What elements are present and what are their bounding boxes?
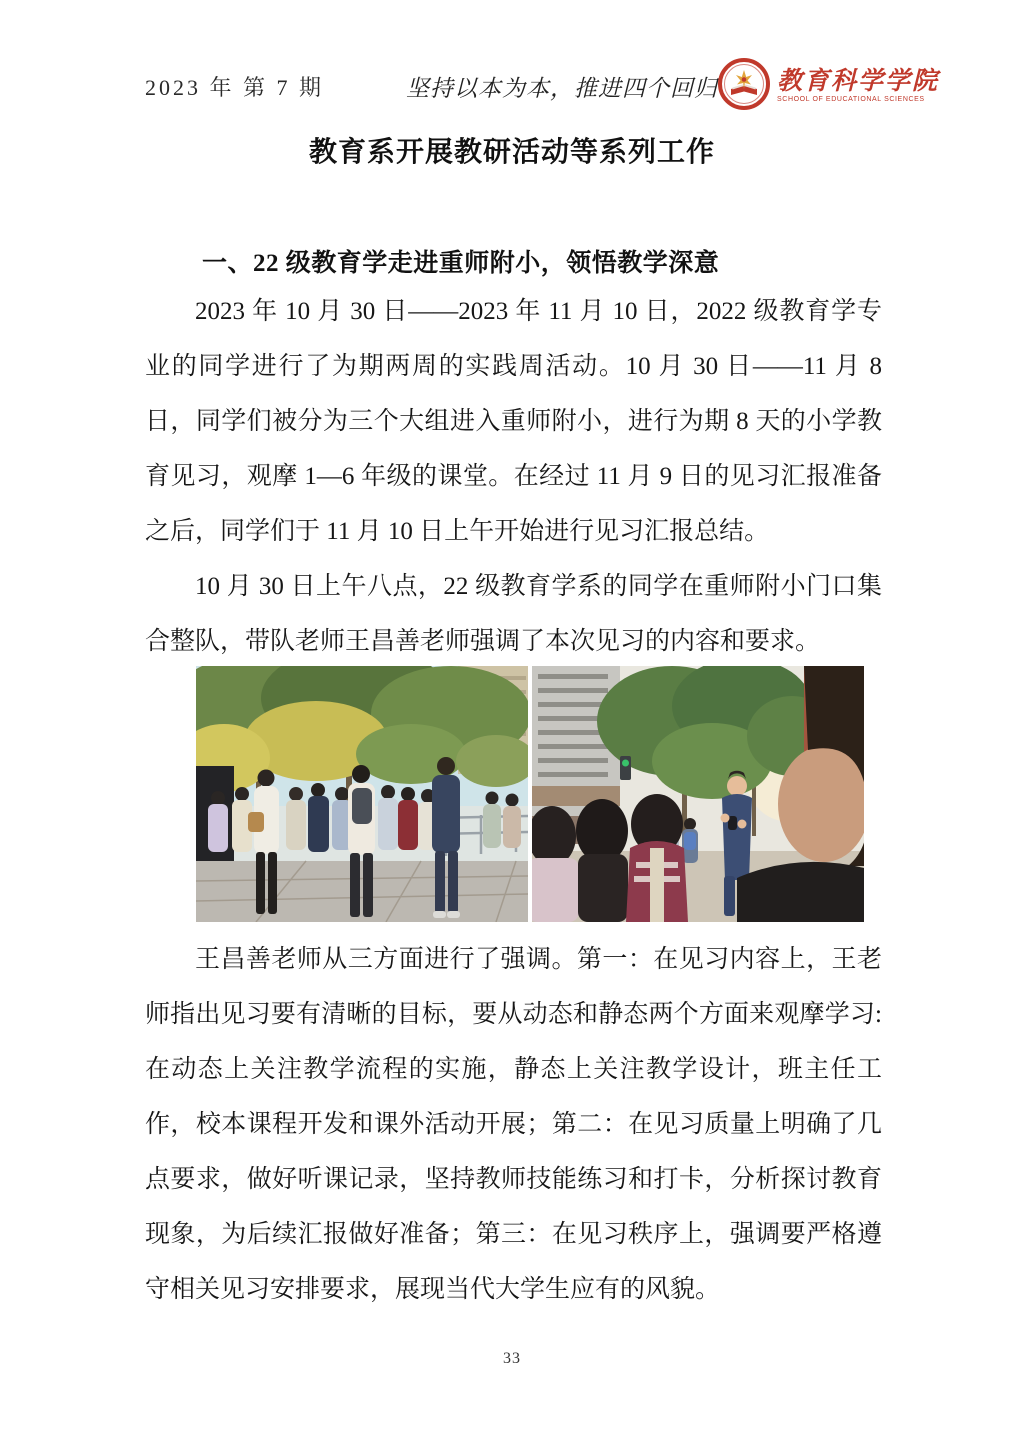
- issue-label: 2023 年 第 7 期: [145, 74, 325, 100]
- section-heading: 一、22 级教育学走进重师附小，领悟教学深意: [202, 250, 720, 277]
- paragraph-2: 10 月 30 日上午八点，22 级教育学系的同学在重师附小门口集合整队，带队老师王昌善老师强调了本次见习的内容和要求。: [145, 573, 882, 655]
- body-text-bottom: [145, 932, 882, 1317]
- school-emblem-icon: [718, 58, 770, 115]
- header-slogan: 坚持以本为本，推进四个回归: [406, 75, 719, 101]
- paragraph-3: 王昌善老师从三方面进行了强调。第一：在见习内容上，王老师指出见习要有清晰的目标，要从动态和静态两个方面来观摩学习:在动态上关注教学流程的实施，静态上关注教学设计，班主任工作，校本课程开发和课外活动开展；第二：在见习质量上明确了几点要求，做好听课记录，坚持教师技能练习和打卡，分析探讨教育现象，为后续汇报做好准备；第三：在见习秩序上，强调要严格遵守相关见习安排要求，展现当代大学生应有的风貌。: [145, 946, 882, 1303]
- school-logo-text: [777, 68, 939, 103]
- school-name-cn: 教育科学学院: [777, 68, 940, 96]
- photo-students-gathering: [196, 666, 528, 922]
- page-number: 33: [503, 1350, 521, 1367]
- paragraph-1: 2023 年 10 月 30 日——2023 年 11 月 10 日，2022 级教育学专业的同学进行了为期两周的实践周活动。10 月 30 日——11 月 8 日，同学们被分为三个大组进入重师附小，进行为期 8 天的小学教育见习，观摩 1—6 年级的课堂。在经过 11 月 9 日的见习汇报准备之后，同学们于 11 月 10 日上午开始进行见习汇报总结。: [145, 298, 882, 545]
- page-title: 教育系开展教研活动等系列工作: [308, 137, 715, 168]
- photo-strip: [196, 666, 864, 922]
- photo-teacher-speaking: [532, 666, 864, 922]
- school-name-en: SCHOOL OF EDUCATIONAL SCIENCES: [777, 95, 925, 103]
- body-text-top: [145, 284, 882, 669]
- traffic-light-icon: [620, 756, 631, 780]
- page-header: [145, 52, 940, 120]
- school-logo: [718, 58, 939, 115]
